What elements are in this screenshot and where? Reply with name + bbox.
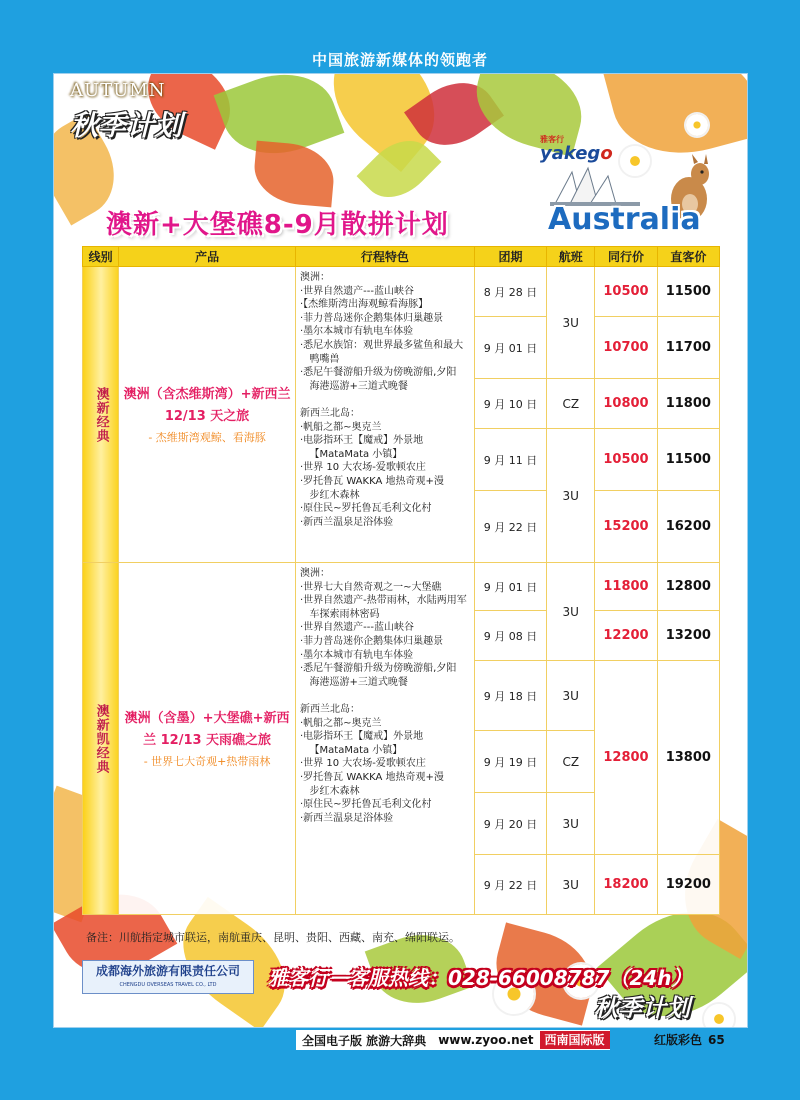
header-direct-price: 直客价 <box>657 247 719 267</box>
country-title: Australia <box>548 202 701 237</box>
direct-price: 13800 <box>657 661 719 855</box>
footer-bar <box>296 1030 610 1050</box>
feature-line: ·帆船之都~奥克兰 <box>299 421 382 433</box>
company-name-cn: 成都海外旅游有限责任公司 <box>95 964 240 978</box>
flight-code: 3U <box>547 793 595 855</box>
flight-code: 3U <box>547 429 595 563</box>
feature-line: 【MataMata 小镇】 <box>299 448 403 460</box>
tour-date: 9 月 08 日 <box>474 611 546 661</box>
feature-line: 海港巡游+三道式晚餐 <box>299 380 408 392</box>
flight-code: CZ <box>547 731 595 793</box>
feature-line: 海港巡游+三道式晚餐 <box>299 676 408 688</box>
header-date: 团期 <box>474 247 546 267</box>
tour-date: 8 月 28 日 <box>474 267 546 317</box>
leaf-decoration <box>252 141 337 208</box>
tour-date: 9 月 10 日 <box>474 379 546 429</box>
logo-main-part: yakeg <box>540 143 601 164</box>
feature-line: ·悉尼午餐游船升级为傍晚游船,夕阳 <box>299 367 457 379</box>
feature-line: ·世界自然遗产---蓝山峡谷 <box>299 622 414 634</box>
direct-price: 16200 <box>657 491 719 563</box>
footer-color-label: 红版彩色 <box>654 1033 703 1047</box>
feature-line: ·电影指环王【魔戒】外景地 <box>299 435 424 447</box>
flight-code: 3U <box>547 855 595 915</box>
feature-line: ·新西兰温泉足浴体验 <box>299 812 394 824</box>
feature-line: ·原住民~罗托鲁瓦毛利文化村 <box>299 503 432 515</box>
flight-code: 3U <box>547 661 595 731</box>
autumn-chinese-title: 秋季计划 <box>70 109 183 142</box>
remarks-note: 备注：川航指定城市联运，南航重庆、昆明、贵阳、西藏、南充、绵阳联运。 <box>86 931 460 944</box>
tour-date: 9 月 01 日 <box>474 317 546 379</box>
yakego-logo <box>540 134 620 164</box>
flight-code: CZ <box>547 379 595 429</box>
feature-line: ·世界 10 大农场-爱歌顿农庄 <box>299 758 426 770</box>
header-features: 行程特色 <box>295 247 474 267</box>
product-subtitle: - 世界七大奇观+热带雨林 <box>143 754 271 768</box>
peer-price: 10500 <box>595 267 657 317</box>
flight-code: 3U <box>547 267 595 379</box>
feature-line: 澳洲： <box>299 568 330 579</box>
product-title: 澳洲（含杰维斯湾）+新西兰 12/13 天之旅 <box>123 386 291 424</box>
direct-price: 13200 <box>657 611 719 661</box>
company-name-en: CHENGDU OVERSEAS TRAVEL CO., LTD <box>119 982 217 988</box>
peer-price: 12800 <box>595 661 657 855</box>
line-name: 澳新经典 <box>83 267 119 563</box>
brochure-page <box>53 73 748 1028</box>
feature-line: 步红木森林 <box>299 489 360 501</box>
header-line: 线别 <box>83 247 119 267</box>
feature-line: ·世界 10 大农场-爱歌顿农庄 <box>299 462 426 474</box>
feature-line <box>300 689 470 703</box>
feature-line <box>300 393 470 407</box>
flight-code: 3U <box>547 563 595 661</box>
opera-house-icon <box>550 166 640 206</box>
logo-small-text: 雅客行 <box>540 135 564 144</box>
tour-schedule-table <box>82 246 720 915</box>
feature-line: ·世界自然遗产-热带雨林，水陆两用军 <box>299 595 467 607</box>
feature-line: ·电影指环王【魔戒】外景地 <box>299 731 424 743</box>
feature-line: ·悉尼午餐游船升级为傍晚游船,夕阳 <box>299 663 457 675</box>
footer-page-info <box>654 1030 725 1050</box>
feature-line: ·罗托鲁瓦 WAKKA 地热奇观+漫 <box>299 475 444 487</box>
feature-line: ·墨尔本城市有轨电车体验 <box>299 326 414 338</box>
feature-line: ·世界自然遗产---蓝山峡谷 <box>299 285 414 297</box>
daisy-decoration <box>704 1004 734 1028</box>
feature-line: ·菲力普岛迷你企鹅集体归巢趣景 <box>299 312 444 324</box>
feature-line: 鸭嘴兽 <box>299 353 340 365</box>
direct-price: 11700 <box>657 317 719 379</box>
feature-line: 澳洲： <box>299 272 330 283</box>
tour-date: 9 月 22 日 <box>474 855 546 915</box>
product-subtitle: - 杰维斯湾观鲸、看海豚 <box>148 430 266 444</box>
tour-date: 9 月 01 日 <box>474 563 546 611</box>
product-cell <box>119 563 296 915</box>
line-name: 澳新凯经典 <box>83 563 119 915</box>
peer-price: 11800 <box>595 563 657 611</box>
header-peer-price: 同行价 <box>595 247 657 267</box>
peer-price: 12200 <box>595 611 657 661</box>
logo-main-o: o <box>600 143 613 164</box>
feature-line: ·菲力普岛迷你企鹅集体归巢趣景 <box>299 635 444 647</box>
product-cell <box>119 267 296 563</box>
peer-price: 18200 <box>595 855 657 915</box>
feature-line: ·【杰维斯湾出海观鲸看海豚】 <box>299 299 429 311</box>
feature-line: ·新西兰温泉足浴体验 <box>299 516 394 528</box>
feature-line: ·悉尼水族馆：观世界最多鲨鱼和最大 <box>299 339 464 351</box>
table-header-row <box>83 247 720 267</box>
features-cell <box>295 267 474 563</box>
product-title: 澳洲（含墨）+大堡礁+新西兰 12/13 天雨礁之旅 <box>124 710 290 748</box>
footer-website-link[interactable]: www.zyoo.net <box>438 1033 534 1047</box>
tour-date: 9 月 20 日 <box>474 793 546 855</box>
feature-line: ·原住民~罗托鲁瓦毛利文化村 <box>299 799 432 811</box>
footer-publication: 全国电子版 旅游大辞典 <box>302 1033 427 1048</box>
feature-line: ·罗托鲁瓦 WAKKA 地热奇观+漫 <box>299 771 444 783</box>
direct-price: 11800 <box>657 379 719 429</box>
feature-line: 【MataMata 小镇】 <box>299 744 403 756</box>
peer-price: 10500 <box>595 429 657 491</box>
header-flight: 航班 <box>547 247 595 267</box>
tour-date: 9 月 18 日 <box>474 661 546 731</box>
direct-price: 11500 <box>657 267 719 317</box>
table-row <box>83 267 720 317</box>
autumn-chinese-title-bottom: 秋季计划 <box>594 993 690 1022</box>
daisy-decoration <box>686 114 708 136</box>
feature-line: 新西兰北岛： <box>299 407 360 419</box>
features-cell <box>295 563 474 915</box>
direct-price: 11500 <box>657 429 719 491</box>
peer-price: 15200 <box>595 491 657 563</box>
direct-price: 12800 <box>657 563 719 611</box>
peer-price: 10800 <box>595 379 657 429</box>
top-banner: 中国旅游新媒体的领跑者 <box>311 51 488 69</box>
page-headline: 澳新+大堡礁8-9月散拼计划 <box>106 210 449 240</box>
page-number: 65 <box>708 1033 725 1047</box>
feature-line: 新西兰北岛： <box>299 703 360 715</box>
feature-line: ·世界七大自然奇观之一~大堡礁 <box>299 581 442 593</box>
peer-price: 10700 <box>595 317 657 379</box>
table-row <box>83 563 720 611</box>
tour-date: 9 月 19 日 <box>474 731 546 793</box>
autumn-english-title: AUTUMN <box>70 80 166 101</box>
direct-price: 19200 <box>657 855 719 915</box>
company-logo <box>82 960 254 994</box>
logo-main-text <box>540 145 620 163</box>
service-hotline: 雅客行－客服热线：028-66008787（24h） <box>268 966 692 990</box>
feature-line: 车探索雨林密码 <box>299 608 380 620</box>
feature-line: ·墨尔本城市有轨电车体验 <box>299 649 414 661</box>
footer-edition-badge: 西南国际版 <box>540 1031 610 1049</box>
feature-line: 步红木森林 <box>299 785 360 797</box>
tour-date: 9 月 11 日 <box>474 429 546 491</box>
header-product: 产品 <box>119 247 296 267</box>
tour-date: 9 月 22 日 <box>474 491 546 563</box>
feature-line: ·帆船之都~奥克兰 <box>299 717 382 729</box>
